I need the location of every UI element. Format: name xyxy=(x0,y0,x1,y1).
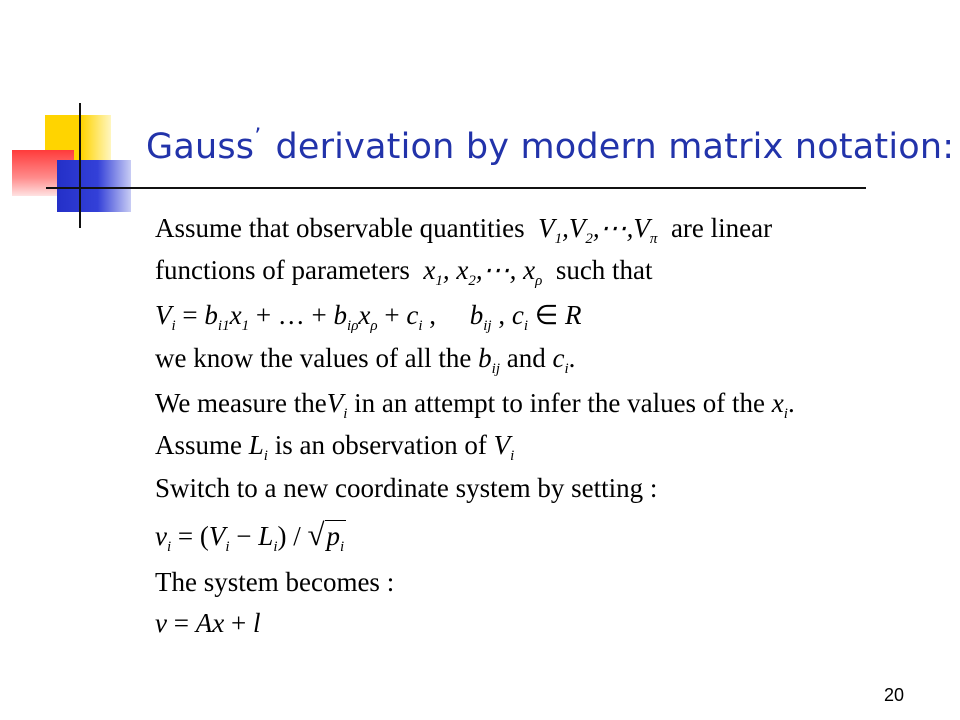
line-1-text-end: are linear xyxy=(670,213,773,243)
text-line-7 xyxy=(155,473,657,503)
line-4-and: and xyxy=(506,343,546,373)
page-number: 20 xyxy=(884,685,905,705)
text-line-5: We measure theV$_i$ in an attempt to infer the values of the $x_i$. xyxy=(155,388,795,422)
line-5-text-end: in an attempt to infer the values of the xyxy=(354,388,766,418)
formula-observables: $V_1,V_2,\cdots,V_\pi$ xyxy=(531,213,658,247)
formula-parameters: $x_1$, $x_2,\cdots$, $x_\rho$ xyxy=(416,255,543,289)
line-6-text: Assume xyxy=(155,430,242,460)
line-7-text: Switch to a new coordinate system by setting : xyxy=(155,473,658,503)
title-part-1: Gauss xyxy=(146,127,255,167)
vertical-rule xyxy=(79,103,81,228)
title-underline-rule xyxy=(46,187,866,189)
formula-system: v = Ax + l xyxy=(155,608,261,638)
line-2-text-end: such that xyxy=(555,255,653,285)
slide-title xyxy=(146,125,954,167)
line-2-text: functions of parameters xyxy=(155,255,410,285)
title-part-2: derivation by modern matrix notation: xyxy=(275,127,955,167)
text-line-1 xyxy=(155,213,773,247)
formula-linear-model: $V_i = b_{i1}x_1$ + … + $b_{i\rho}x_\rho + c_i$ , $b_{ij}$ , $c_i$ ∈ R xyxy=(155,300,582,334)
title-apostrophe: ’ xyxy=(254,125,262,150)
text-line-4: we know the values of all the $b_{ij}$ and $c_i$. xyxy=(155,343,576,377)
text-line-2 xyxy=(155,255,653,289)
line-9-text: The system becomes : xyxy=(155,567,395,597)
line-5-text: We measure the xyxy=(155,388,327,418)
line-4-text: we know the values of all the xyxy=(155,343,472,373)
text-line-6: Assume $L_i$ is an observation of $V_i$ xyxy=(155,430,515,464)
text-line-9 xyxy=(155,567,394,597)
line-1-text: Assume that observable quantities xyxy=(155,213,525,243)
line-6-text-end: is an observation of xyxy=(274,430,487,460)
blue-square-decoration xyxy=(57,160,131,212)
formula-normalized-residual: $v_i = (V_i - L_i) / √p_i$ xyxy=(155,517,345,555)
decorative-corner-graphic xyxy=(0,0,140,230)
